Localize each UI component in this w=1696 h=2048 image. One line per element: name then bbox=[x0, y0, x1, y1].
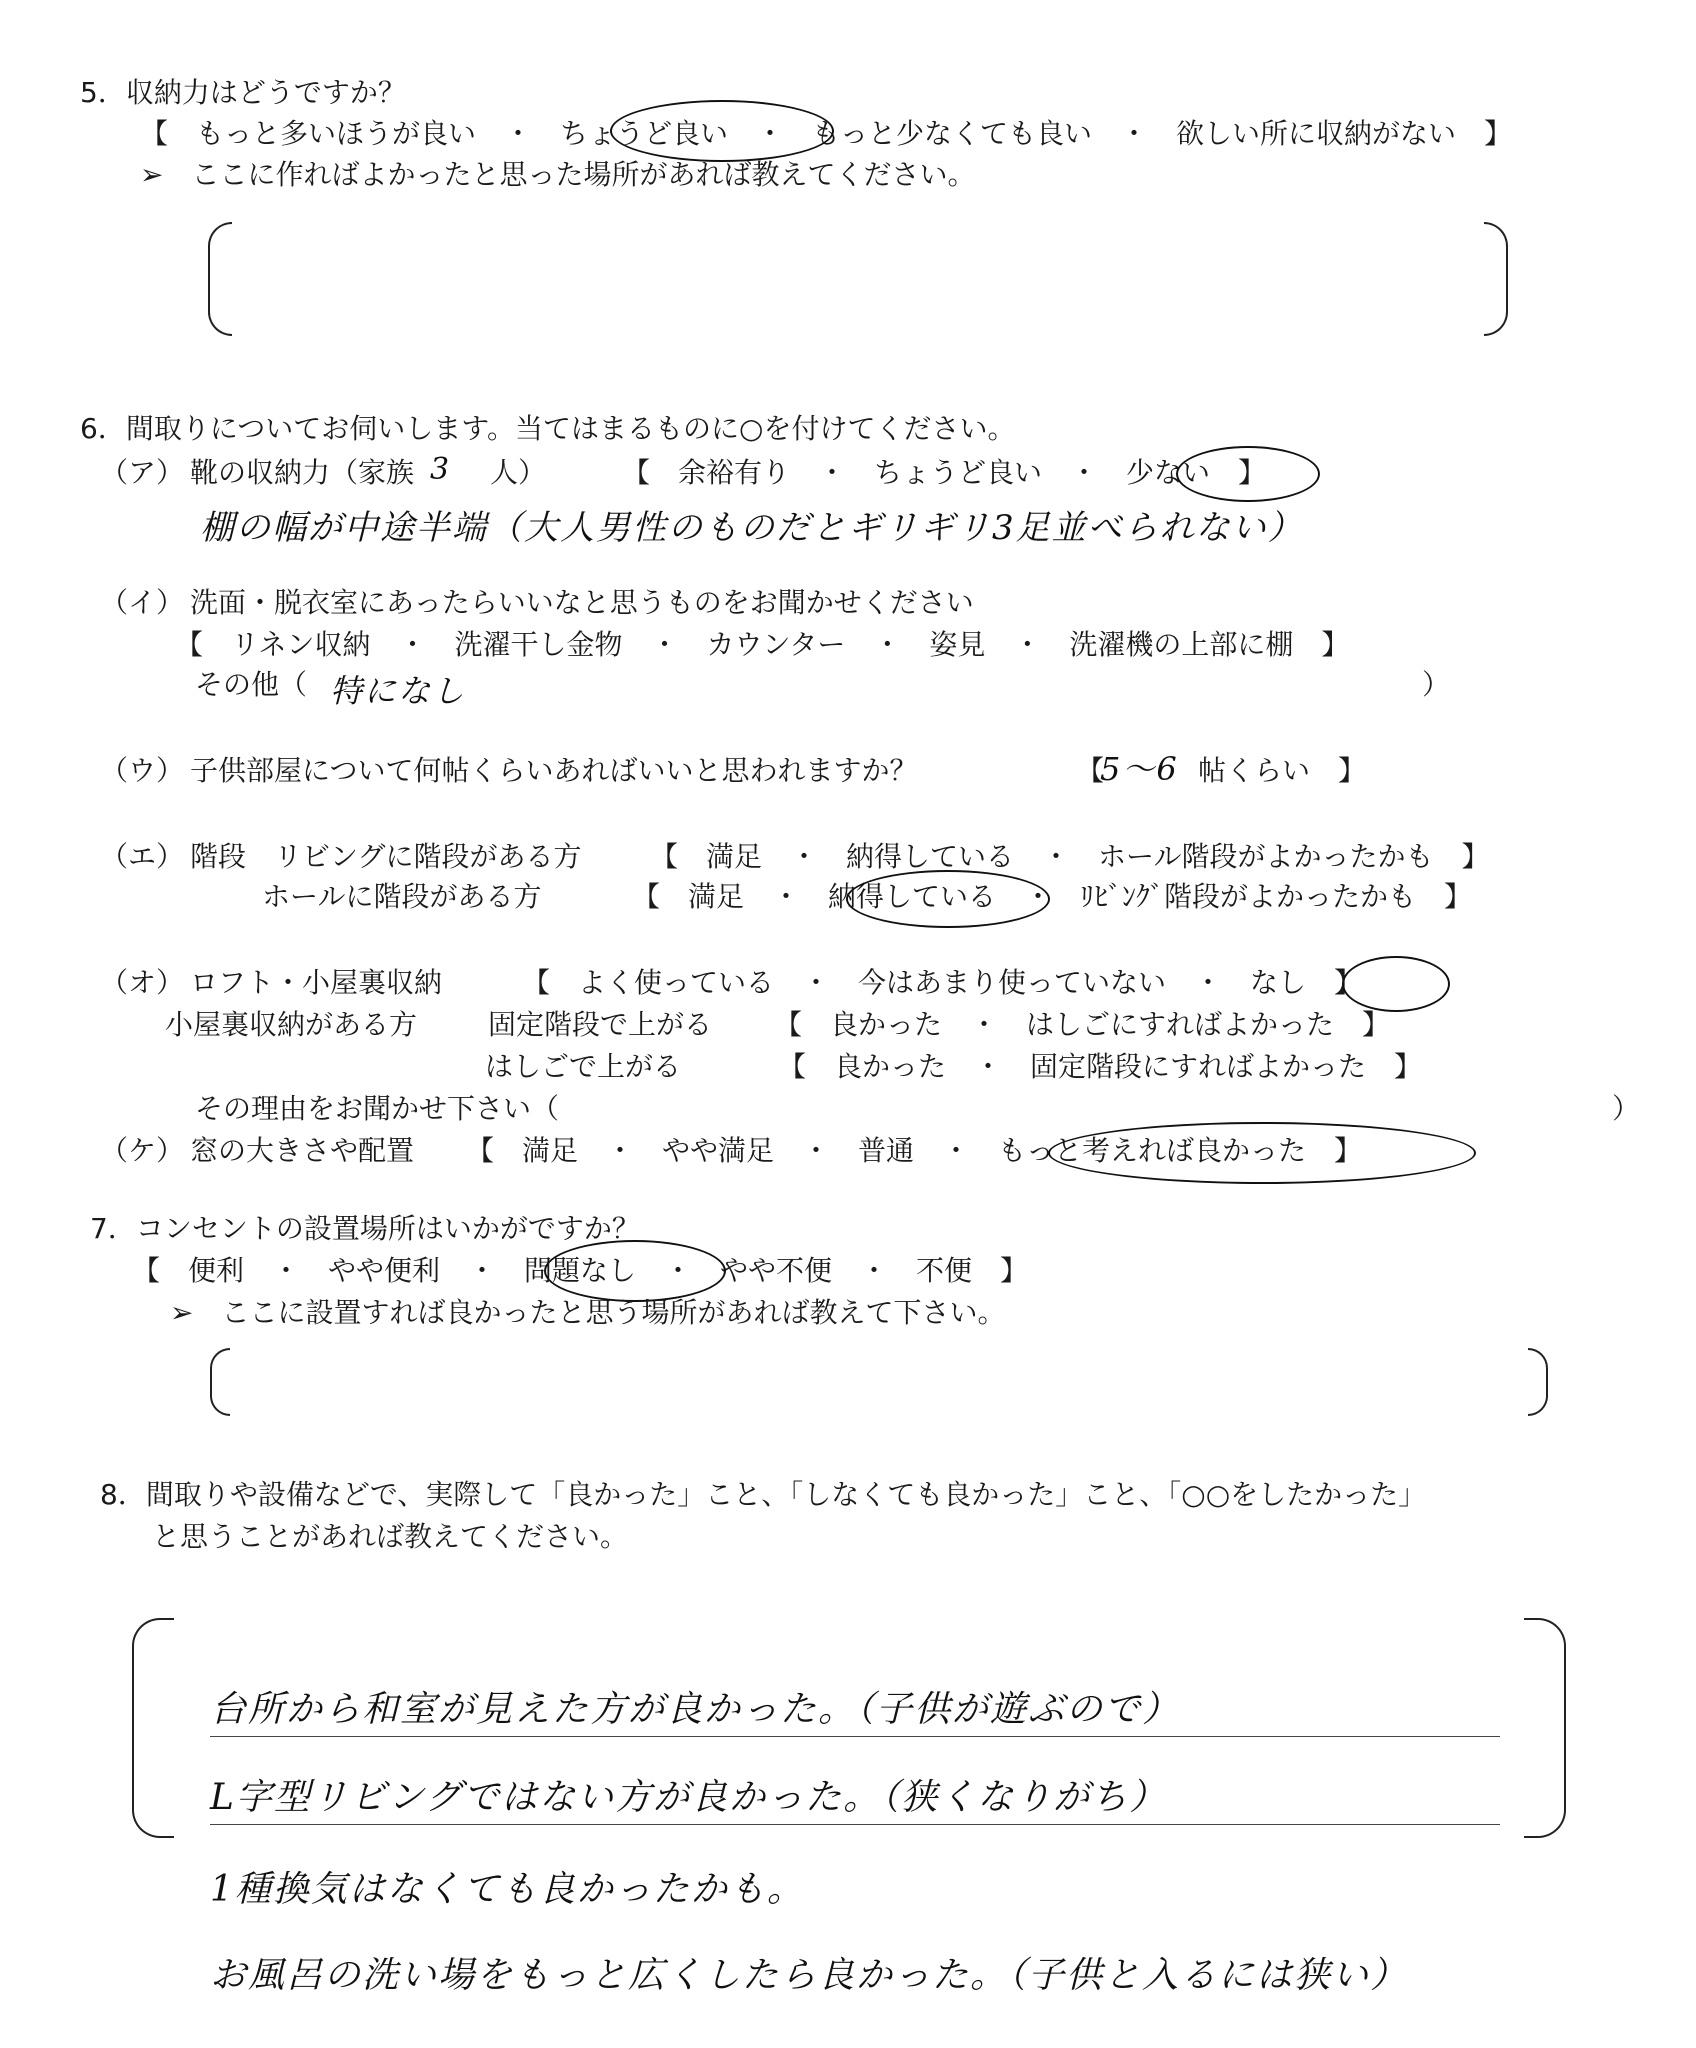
q6u-open-bracket: 【 bbox=[1076, 754, 1105, 787]
q7-options: 【 便利 ・ やや便利 ・ 問題なし ・ やや不便 ・ 不便 】 bbox=[132, 1254, 1029, 1287]
q8-answer-line bbox=[210, 1736, 1500, 1737]
q5-answer-circle bbox=[610, 100, 834, 162]
q8-left-bracket bbox=[132, 1618, 174, 1838]
q6ke-label: （ケ） bbox=[100, 1134, 185, 1167]
q8-answer-2: L字型リビングではない方が良かった。（狭くなりがち） bbox=[210, 1777, 1168, 1818]
q7-answer-area[interactable] bbox=[240, 1360, 1510, 1400]
q6e-row2-lead: ホールに階段がある方 bbox=[262, 880, 542, 913]
q7-answer-circle bbox=[544, 1240, 726, 1302]
q6o-reason-close: ） bbox=[1612, 1092, 1641, 1125]
q6o-sub-lead: 小屋裏収納がある方 bbox=[165, 1008, 418, 1041]
q8-right-bracket bbox=[1524, 1618, 1566, 1838]
q6e-row1-options: 【 満足 ・ 納得している ・ ホール階段がよかったかも 】 bbox=[650, 840, 1490, 873]
q6o-answer-circle bbox=[1342, 956, 1450, 1012]
q6ke-options: 【 満足 ・ やや満足 ・ 普通 ・ もっと考えれば良かった 】 bbox=[466, 1134, 1363, 1167]
q8-title-line2: と思うことがあれば教えてください。 bbox=[152, 1520, 629, 1553]
q6i-label: （イ） bbox=[100, 586, 185, 619]
q7-left-bracket bbox=[210, 1348, 230, 1416]
q6i-other-close: ） bbox=[1422, 668, 1451, 701]
q6o-fixed-options: 【 良かった ・ はしごにすればよかった 】 bbox=[774, 1008, 1391, 1041]
q6e-row2-options: 【 満足 ・ 納得している ・ ﾘﾋﾞﾝｸﾞ階段がよかったかも 】 bbox=[632, 880, 1473, 913]
q6a-answer-circle bbox=[1176, 446, 1320, 502]
q6a-family-count: 3 bbox=[430, 452, 452, 487]
q6u-value: 5～6 bbox=[1100, 750, 1179, 788]
q6ke-answer-circle bbox=[1048, 1122, 1476, 1184]
q6e-answer-circle bbox=[846, 870, 1050, 928]
q6a-label: （ア） bbox=[100, 456, 185, 489]
q6a-question-post: 人） bbox=[490, 456, 547, 489]
q6o-reason-label: その理由をお聞かせ下さい（ bbox=[195, 1092, 560, 1125]
q6o-ladder-options: 【 良かった ・ 固定階段にすればよかった 】 bbox=[778, 1050, 1423, 1083]
q5-answer-area[interactable] bbox=[240, 260, 1470, 300]
q8-answer-3: 1種換気はなくても良かったかも。 bbox=[210, 1869, 805, 1910]
q6o-label: （オ） bbox=[100, 966, 185, 999]
q5-options: 【 もっと多いほうが良い ・ ちょうど良い ・ もっと少なくても良い ・ 欲しい所に収納がない 】 bbox=[140, 117, 1513, 150]
q8-answer-line bbox=[210, 1824, 1500, 1825]
q6e-row1-lead: 階段 リビングに階段がある方 bbox=[190, 840, 582, 873]
q6u-unit: 帖くらい 】 bbox=[1198, 754, 1367, 787]
q8-answer-1: 台所から和室が見えた方が良かった。（子供が遊ぶので） bbox=[210, 1689, 1181, 1730]
q6u-label: （ウ） bbox=[100, 754, 185, 787]
q6a-options: 【 余裕有り ・ ちょうど良い ・ 少ない 】 bbox=[622, 456, 1267, 489]
q6ke-question: 窓の大きさや配置 bbox=[190, 1134, 415, 1167]
q6u-question: 子供部屋について何帖くらいあればいいと思われますか？ bbox=[190, 754, 918, 787]
q5-left-bracket bbox=[208, 222, 232, 336]
q6o-question: ロフト・小屋裏収納 bbox=[190, 966, 443, 999]
q5-prompt: ➢ ここに作ればよかったと思った場所があれば教えてください。 bbox=[140, 158, 976, 191]
q6a-handwritten-answer: 棚の幅が中途半端（大人男性のものだとギリギリ3足並べられない） bbox=[200, 508, 1304, 548]
q6a-question-pre: 靴の収納力（家族 bbox=[190, 456, 415, 489]
q7-right-bracket bbox=[1528, 1348, 1548, 1416]
q6o-ladder-label: はしごで上がる bbox=[485, 1050, 682, 1083]
q6i-question: 洗面・脱衣室にあったらいいなと思うものをお聞かせください bbox=[190, 586, 974, 619]
q6o-options: 【 よく使っている ・ 今はあまり使っていない ・ なし 】 bbox=[522, 966, 1363, 999]
q6i-other-value: 特になし bbox=[330, 672, 467, 710]
q8-answer-4: お風呂の洗い場をもっと広くしたら良かった。（子供と入るには狭い） bbox=[210, 1955, 1409, 1996]
q8-title-line1: 8．間取りや設備などで、実際して「良かった」こと、「しなくても良かった」こと、「○○をしたかった」 bbox=[100, 1478, 1427, 1511]
q6-title: 6．間取りについてお伺いします。当てはまるものに○を付けてください。 bbox=[80, 412, 1016, 445]
q7-prompt: ➢ ここに設置すれば良かったと思う場所があれば教えて下さい。 bbox=[170, 1296, 1006, 1329]
q5-right-bracket bbox=[1484, 222, 1508, 336]
q6o-fixed-label: 固定階段で上がる bbox=[488, 1008, 713, 1041]
q6e-label: （エ） bbox=[100, 840, 185, 873]
q7-title: 7．コンセントの設置場所はいかがですか？ bbox=[90, 1212, 640, 1245]
q5-title: 5．収納力はどうですか？ bbox=[80, 76, 406, 109]
q6i-options: 【 リネン収納 ・ 洗濯干し金物 ・ カウンター ・ 姿見 ・ 洗濯機の上部に棚 】 bbox=[175, 628, 1350, 661]
q6i-other-label: その他（ bbox=[195, 668, 308, 701]
